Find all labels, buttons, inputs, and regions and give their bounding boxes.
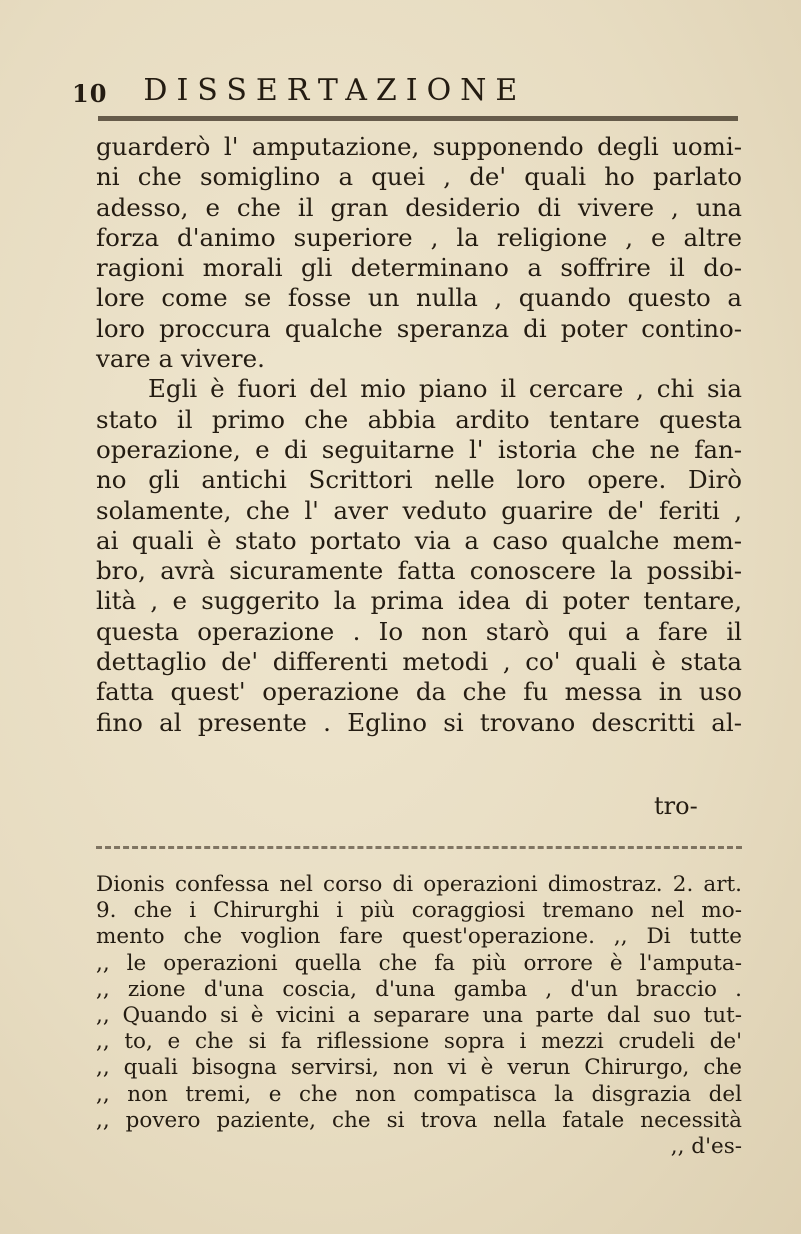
text-line: fatta quest' operazione da che fu messa in uso [96,677,742,707]
text-line: dettaglio de' differenti metodi , co' quali è stata [96,647,742,677]
header-rule [98,116,738,121]
footnote-line: ,, zione d'una coscia, d'una gamba , d'un braccio . [96,976,742,1002]
text-line: no gli antichi Scrittori nelle loro opere. Dirò [96,465,742,495]
text-line: ni che somiglino a quei , de' quali ho parlato [96,162,742,192]
footnote-line: mento che voglion fare quest'operazione. ,, Di tutte [96,924,742,950]
text-line: Egli è fuori del mio piano il cercare , chi sia [148,374,742,404]
footnote-line: ,, povero paziente, che si trova nella fatale necessità [96,1107,742,1133]
main-text [96,132,742,738]
footnote-line: ,, d'es- [670,1134,742,1160]
text-line: bro, avrà sicuramente fatta conoscere la possibi- [96,556,742,586]
footnote-line: ,, le operazioni quella che fa più orrore è l'amputa- [96,950,742,976]
text-line: stato il primo che abbia ardito tentare questa [96,404,742,434]
footnote-rule [96,846,742,849]
text-line: guarderò l' amputazione, supponendo degli uomi- [96,132,742,161]
text-line: fino al presente . Eglino si trovano descritti al- [96,707,742,737]
text-line: ragioni morali gli determinano a soffrire il do- [96,253,742,283]
text-line: adesso, e che il gran desiderio di vivere , una [96,192,742,222]
text-line: lore come se fosse un nulla , quando questo a [96,283,742,313]
footnote-line: Dionis confessa nel corso di operazioni dimostraz. 2. art. [96,872,742,897]
footnote-line: ,, quali bisogna servirsi, non vi è verun Chirurgo, che [96,1055,742,1081]
page-number: 10 [72,79,108,108]
footnote-line: 9. che i Chirurghi i più coraggiosi tremano nel mo- [96,898,742,924]
text-line: ai quali è stato portato via a caso qualche mem- [96,525,742,555]
text-line: loro proccura qualche speranza di poter contino- [96,313,742,343]
catchword: tro- [654,792,698,820]
text-line: vare a vivere. [96,344,265,374]
text-line: operazione, e di seguitarne l' istoria che ne fan- [96,434,742,464]
running-head: DISSERTAZIONE [143,73,527,108]
text-line: forza d'animo superiore , la religione , e altre [96,222,742,252]
text-line: lità , e suggerito la prima idea di poter tentare, [96,586,742,616]
footnote-line: ,, to, e che si fa riflessione sopra i mezzi crudeli de' [96,1029,742,1055]
footnote-line: ,, Quando si è vicini a separare una parte dal suo tut- [96,1003,742,1029]
footnote [96,872,742,1160]
footnote-line: ,, non tremi, e che non compatisca la disgrazia del [96,1081,742,1107]
text-line: questa operazione . Io non starò qui a fare il [96,616,742,646]
text-line: solamente, che l' aver veduto guarire de' feriti , [96,495,742,525]
page-header [72,72,732,108]
